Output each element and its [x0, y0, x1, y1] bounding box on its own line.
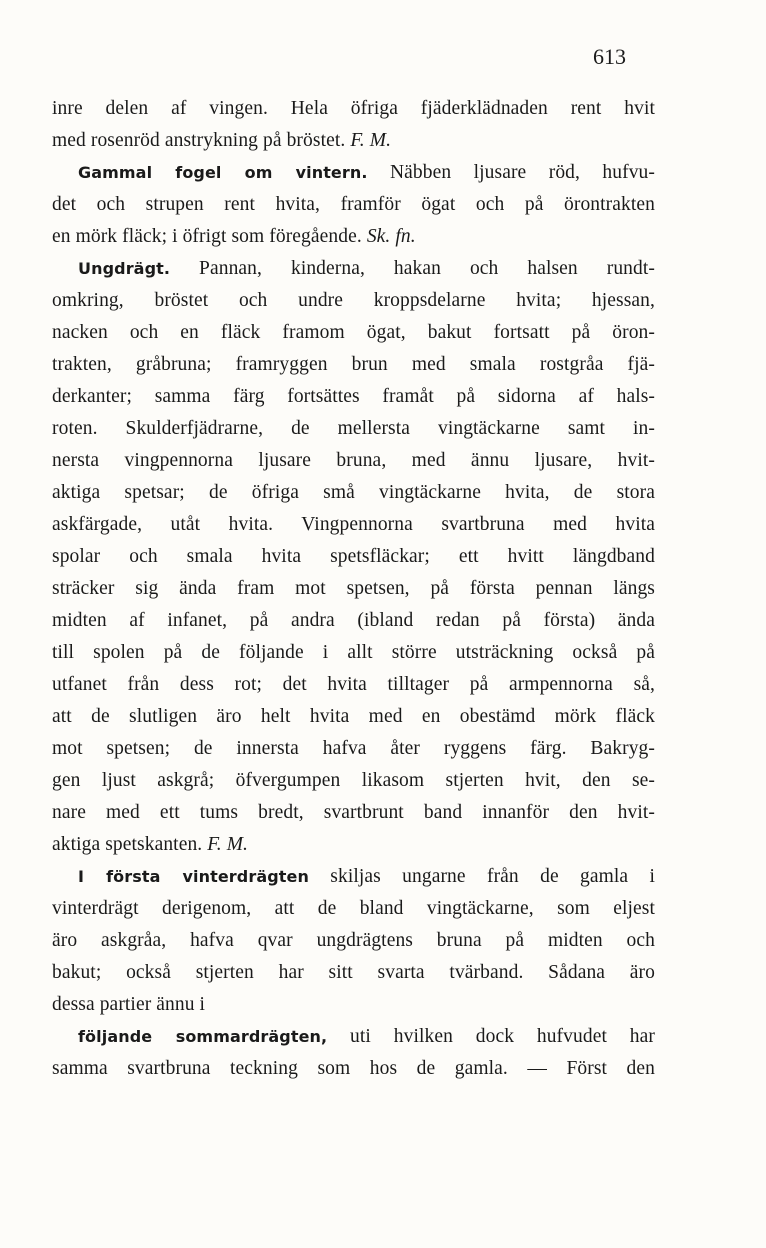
source-abbrev: Sk. fn.	[366, 226, 416, 247]
text-line: sträcker sig ända fram mot spetsen, på första pennan längs	[52, 578, 655, 599]
text-line: nacken och en fläck framom ögat, bakut fortsatt på öron-	[52, 322, 655, 343]
section-heading: följande sommardrägten,	[78, 1027, 328, 1046]
text-line: utfanet från dess rot; det hvita tilltager på armpennorna så,	[52, 674, 655, 695]
text-line: en mörk fläck; i öfrigt som föregående. Sk. fn.	[52, 226, 416, 247]
text-line: till spolen på de följande i allt större utsträckning också på	[52, 642, 655, 663]
text-line: Ungdrägt. Pannan, kinderna, hakan och halsen rundt-	[78, 258, 655, 279]
text-line: gen ljust askgrå; öfvergumpen likasom stjerten hvit, den se-	[52, 770, 655, 791]
text-line: med rosenröd anstrykning på bröstet. F. M.	[52, 130, 392, 151]
text-line: askfärgade, utåt hvita. Vingpennorna svartbruna med hvita	[52, 514, 655, 535]
text-line: samma svartbruna teckning som hos de gamla. — Först den	[52, 1058, 655, 1079]
section-heading: Gammal fogel om vintern.	[78, 163, 368, 182]
text-line: nersta vingpennorna ljusare bruna, med ännu ljusare, hvit-	[52, 450, 655, 471]
section-heading: Ungdrägt.	[78, 259, 171, 278]
text-line: aktiga spetskanten. F. M.	[52, 834, 249, 855]
page-number: 613	[593, 44, 626, 69]
text-line: äro askgråa, hafva qvar ungdrägtens bruna på midten och	[52, 930, 655, 951]
source-abbrev: F. M.	[207, 834, 249, 855]
source-abbrev: F. M.	[350, 130, 392, 151]
text-line: dessa partier ännu i	[52, 994, 206, 1015]
text-line: det och strupen rent hvita, framför ögat och på örontrakten	[52, 194, 655, 215]
text-line: bakut; också stjerten har sitt svarta tvärband. Sådana äro	[52, 962, 655, 983]
text-line: följande sommardrägten, uti hvilken dock hufvudet har	[78, 1026, 655, 1047]
text-line: trakten, gråbruna; framryggen brun med smala rostgråa fjä-	[52, 354, 655, 375]
text-line: aktiga spetsar; de öfriga små vingtäckarne hvita, de stora	[52, 482, 655, 503]
text-line: mot spetsen; de innersta hafva åter ryggens färg. Bakryg-	[52, 738, 655, 759]
body-text	[52, 93, 655, 1085]
text-line: spolar och smala hvita spetsfläckar; ett hvitt längdband	[52, 546, 655, 567]
text-line: nare med ett tums bredt, svartbrunt band innanför den hvit-	[52, 802, 655, 823]
section-heading: I första vinterdrägten	[78, 867, 309, 886]
text-line: vinterdrägt derigenom, att de bland vingtäckarne, som eljest	[52, 898, 655, 919]
text-line: att de slutligen äro helt hvita med en obestämd mörk fläck	[52, 706, 655, 727]
text-line: I första vinterdrägten skiljas ungarne från de gamla i	[78, 866, 655, 887]
text-line: omkring, bröstet och undre kroppsdelarne hvita; hjessan,	[52, 290, 655, 311]
text-line: Gammal fogel om vintern. Näbben ljusare röd, hufvu-	[78, 162, 655, 183]
text-line: roten. Skulderfjädrarne, de mellersta vingtäckarne samt in-	[52, 418, 655, 439]
text-line: inre delen af vingen. Hela öfriga fjäderklädnaden rent hvit	[52, 98, 655, 119]
text-line: derkanter; samma färg fortsättes framåt på sidorna af hals-	[52, 386, 655, 407]
text-line: midten af infanet, på andra (ibland redan på första) ända	[52, 610, 655, 631]
